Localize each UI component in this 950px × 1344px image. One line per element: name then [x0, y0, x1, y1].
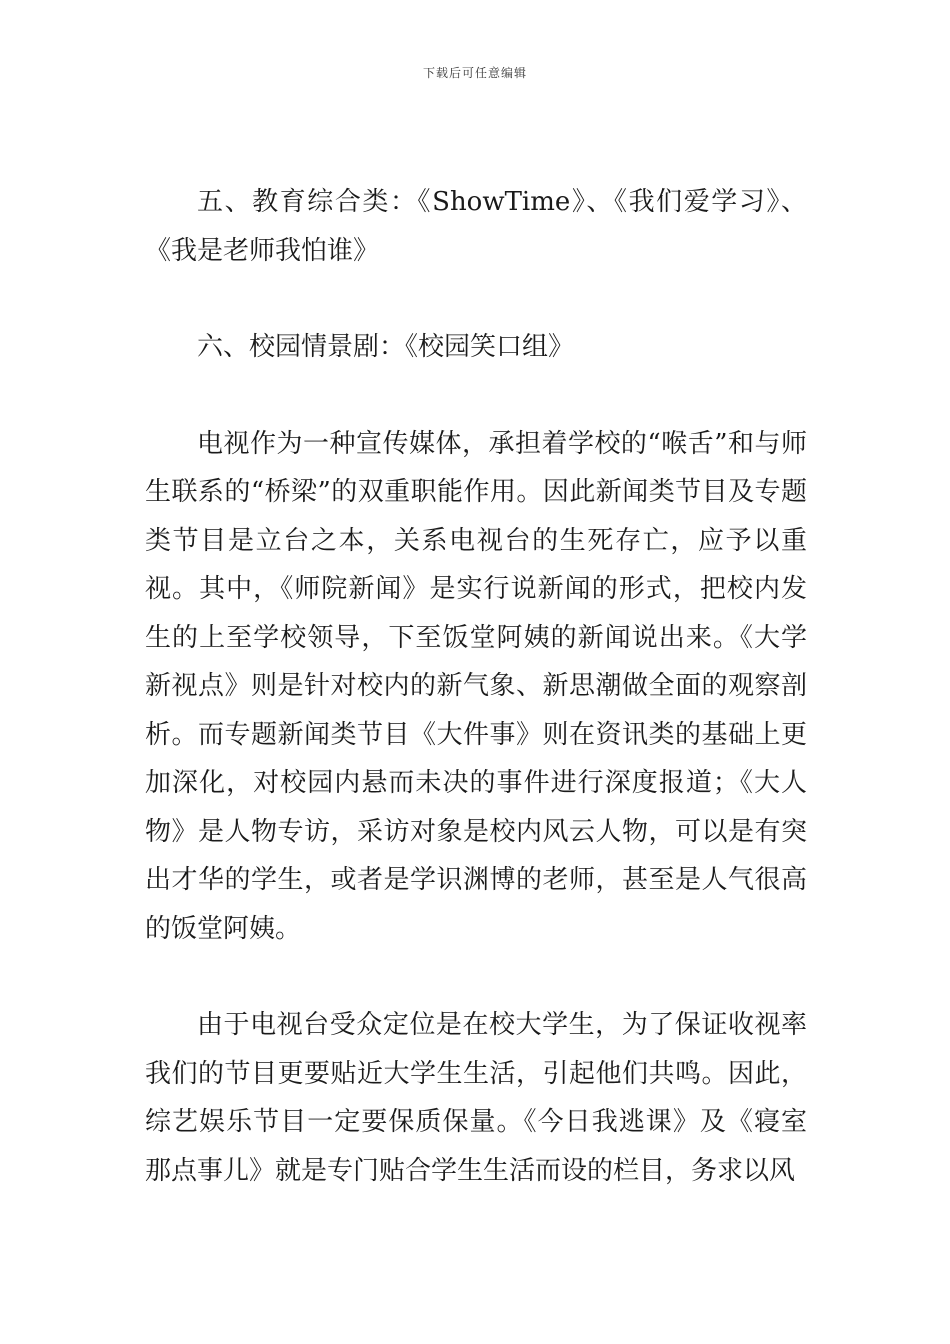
page-header-note: 下载后可任意编辑	[422, 66, 527, 80]
paragraph-news-programs: 电视作为一种宣传媒体，承担着学校的“喉舌”和与师生联系的“桥梁”的双重职能作用。因此新闻类节目及专题类节目是立台之本，关系电视台的生死存亡，应予以重视。其中，《师院新闻》是实行说新闻的形式，把校内发生的上至学校领导，下至饭堂阿姨的新闻说出来。《大学新视点》则是针对校内的新气象、新思潮做全面的观察剖析。而专题新闻类节目《大件事》则在资讯类的基础上更加深化，对校园内悬而未决的事件进行深度报道；《大人物》是人物专访，采访对象是校内风云人物，可以是有突出才华的学生，或者是学识渊博的老师，甚至是人气很高的饭堂阿姨。	[145, 428, 807, 944]
paragraph-entertainment-programs: 由于电视台受众定位是在校大学生，为了保证收视率我们的节目更要贴近大学生生活，引起他们共鸣。因此，综艺娱乐节目一定要保质保量。《今日我逃课》及《寝室那点事儿》就是专门贴合学生生活而设的栏目，务求以风	[145, 1010, 807, 1186]
paragraph-campus-drama: 六、校园情景剧：《校园笑口组》	[197, 332, 575, 362]
paragraph-spacer	[145, 372, 807, 420]
paragraph-spacer	[145, 953, 807, 1001]
paragraph-education-category: 五、教育综合类：《ShowTime》、《我们爱学习》、《我是老师我怕谁》	[145, 187, 807, 266]
paragraph-spacer	[145, 275, 807, 323]
document-body	[145, 178, 807, 1195]
